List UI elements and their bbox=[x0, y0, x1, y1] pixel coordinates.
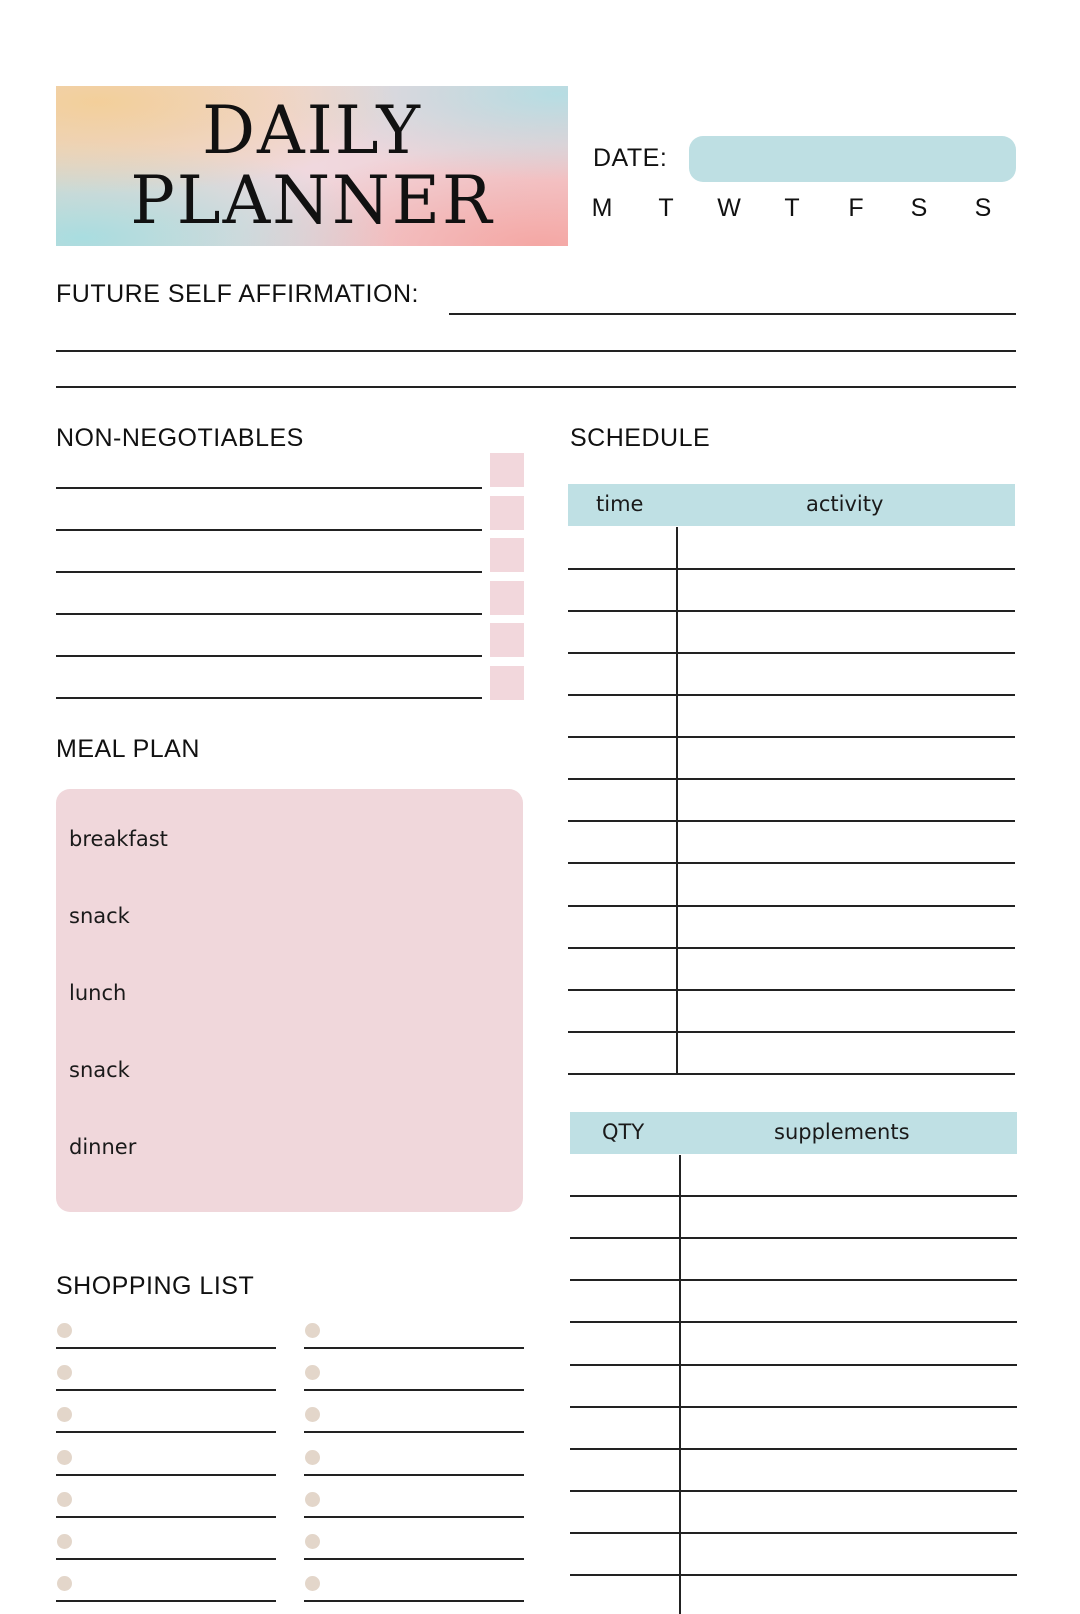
bullet-dot bbox=[57, 1365, 72, 1380]
bullet-dot bbox=[305, 1492, 320, 1507]
supplement-row[interactable] bbox=[570, 1490, 1017, 1492]
bullet-dot bbox=[57, 1323, 72, 1338]
weekday-mon[interactable]: M bbox=[591, 194, 613, 222]
schedule-row[interactable] bbox=[568, 862, 1015, 864]
meal-snack-1[interactable]: snack bbox=[69, 904, 130, 928]
affirmation-label: FUTURE SELF AFFIRMATION: bbox=[56, 280, 419, 308]
date-field[interactable] bbox=[689, 136, 1016, 182]
schedule-row[interactable] bbox=[568, 820, 1015, 822]
schedule-row[interactable] bbox=[568, 947, 1015, 949]
weekday-wed[interactable]: W bbox=[717, 194, 741, 222]
supplement-row[interactable] bbox=[570, 1321, 1017, 1323]
weekday-thu[interactable]: T bbox=[784, 194, 800, 222]
schedule-row[interactable] bbox=[568, 736, 1015, 738]
weekday-fri[interactable]: F bbox=[848, 194, 864, 222]
weekday-sun[interactable]: S bbox=[974, 194, 992, 222]
meal-plan-title: MEAL PLAN bbox=[56, 735, 200, 763]
bullet-dot bbox=[57, 1407, 72, 1422]
affirmation-line-2[interactable] bbox=[56, 350, 1016, 352]
schedule-row[interactable] bbox=[568, 694, 1015, 696]
supplement-row[interactable] bbox=[570, 1406, 1017, 1408]
shopping-item-line[interactable] bbox=[56, 1431, 276, 1433]
title-banner bbox=[56, 86, 568, 246]
schedule-title: SCHEDULE bbox=[570, 424, 711, 452]
non-negotiable-line[interactable] bbox=[56, 696, 482, 699]
supplements-divider bbox=[679, 1155, 681, 1614]
non-negotiable-line[interactable] bbox=[56, 486, 482, 489]
schedule-row[interactable] bbox=[568, 778, 1015, 780]
non-negotiable-line[interactable] bbox=[56, 654, 482, 657]
bullet-dot bbox=[57, 1492, 72, 1507]
meal-snack-2[interactable]: snack bbox=[69, 1058, 130, 1082]
shopping-item-line[interactable] bbox=[304, 1389, 524, 1391]
shopping-item-line[interactable] bbox=[304, 1474, 524, 1476]
non-negotiable-line[interactable] bbox=[56, 612, 482, 615]
schedule-row[interactable] bbox=[568, 1073, 1015, 1075]
shopping-item-line[interactable] bbox=[56, 1347, 276, 1349]
bullet-dot bbox=[57, 1450, 72, 1465]
non-negotiable-checkbox[interactable] bbox=[490, 581, 524, 615]
shopping-item-line[interactable] bbox=[56, 1389, 276, 1391]
shopping-item-line[interactable] bbox=[56, 1600, 276, 1602]
supplement-row[interactable] bbox=[570, 1279, 1017, 1281]
supplement-row[interactable] bbox=[570, 1364, 1017, 1366]
non-negotiable-checkbox[interactable] bbox=[490, 666, 524, 700]
bullet-dot bbox=[57, 1534, 72, 1549]
weekday-tue[interactable]: T bbox=[658, 194, 674, 222]
shopping-item-line[interactable] bbox=[304, 1516, 524, 1518]
non-negotiable-checkbox[interactable] bbox=[490, 496, 524, 530]
affirmation-line-3[interactable] bbox=[56, 386, 1016, 388]
meal-dinner[interactable]: dinner bbox=[69, 1135, 137, 1159]
schedule-row[interactable] bbox=[568, 905, 1015, 907]
bullet-dot bbox=[305, 1534, 320, 1549]
weekday-sat[interactable]: S bbox=[910, 194, 928, 222]
meal-breakfast[interactable]: breakfast bbox=[69, 827, 168, 851]
shopping-item-line[interactable] bbox=[304, 1558, 524, 1560]
schedule-row[interactable] bbox=[568, 989, 1015, 991]
meal-plan-box bbox=[56, 789, 523, 1212]
shopping-item-line[interactable] bbox=[56, 1474, 276, 1476]
meal-lunch[interactable]: lunch bbox=[69, 981, 127, 1005]
supplement-row[interactable] bbox=[570, 1448, 1017, 1450]
supplements-header bbox=[570, 1112, 1017, 1154]
supplements-col-qty: QTY bbox=[602, 1120, 645, 1144]
bullet-dot bbox=[305, 1576, 320, 1591]
shopping-item-line[interactable] bbox=[56, 1558, 276, 1560]
schedule-col-activity: activity bbox=[806, 492, 884, 516]
schedule-row[interactable] bbox=[568, 610, 1015, 612]
supplements-col-name: supplements bbox=[774, 1120, 910, 1144]
shopping-list-title: SHOPPING LIST bbox=[56, 1272, 255, 1300]
schedule-row[interactable] bbox=[568, 652, 1015, 654]
schedule-col-time: time bbox=[596, 492, 644, 516]
non-negotiable-checkbox[interactable] bbox=[490, 538, 524, 572]
non-negotiable-line[interactable] bbox=[56, 528, 482, 531]
non-negotiable-line[interactable] bbox=[56, 570, 482, 573]
supplement-row[interactable] bbox=[570, 1237, 1017, 1239]
schedule-row[interactable] bbox=[568, 1031, 1015, 1033]
date-label: DATE: bbox=[593, 144, 668, 172]
title-line-2: PLANNER bbox=[130, 162, 494, 239]
bullet-dot bbox=[305, 1450, 320, 1465]
shopping-item-line[interactable] bbox=[304, 1600, 524, 1602]
shopping-item-line[interactable] bbox=[304, 1431, 524, 1433]
bullet-dot bbox=[57, 1576, 72, 1591]
bullet-dot bbox=[305, 1323, 320, 1338]
bullet-dot bbox=[305, 1407, 320, 1422]
schedule-header bbox=[568, 484, 1015, 526]
shopping-item-line[interactable] bbox=[304, 1347, 524, 1349]
supplement-row[interactable] bbox=[570, 1574, 1017, 1576]
shopping-item-line[interactable] bbox=[56, 1516, 276, 1518]
non-negotiables-title: NON-NEGOTIABLES bbox=[56, 424, 304, 452]
supplement-row[interactable] bbox=[570, 1195, 1017, 1197]
non-negotiable-checkbox[interactable] bbox=[490, 453, 524, 487]
non-negotiable-checkbox[interactable] bbox=[490, 623, 524, 657]
schedule-row[interactable] bbox=[568, 568, 1015, 570]
affirmation-line-1[interactable] bbox=[449, 313, 1016, 315]
bullet-dot bbox=[305, 1365, 320, 1380]
title-line-1: DAILY bbox=[202, 92, 422, 169]
supplement-row[interactable] bbox=[570, 1532, 1017, 1534]
